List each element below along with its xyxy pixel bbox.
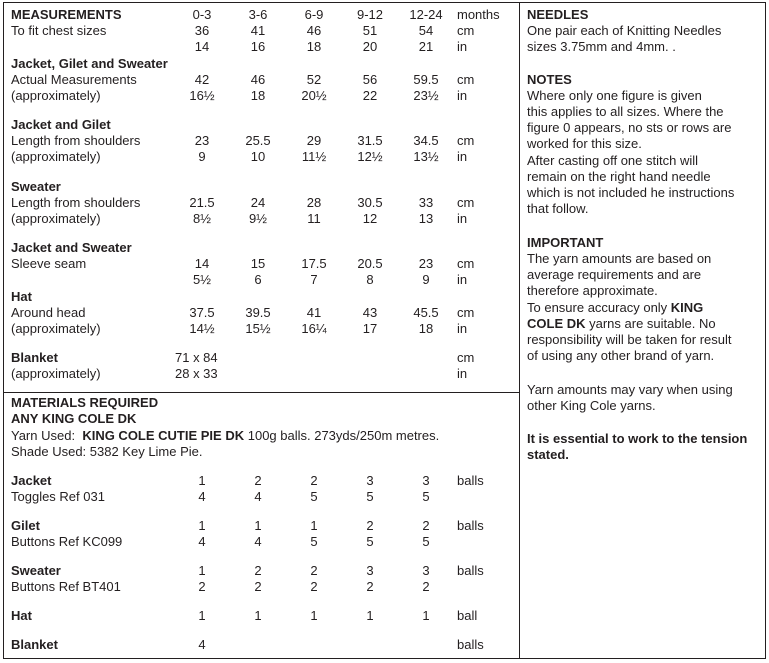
- group-heading: Blanket: [11, 350, 58, 365]
- unit-label: in: [457, 321, 468, 336]
- row-label: (approximately): [11, 321, 101, 336]
- balls-cell: 1: [366, 608, 374, 623]
- yarn-prefix: Yarn Used:: [11, 428, 76, 443]
- balls-cell: 1: [254, 608, 262, 623]
- value-cell: 39.5: [245, 305, 271, 320]
- notes-line: this applies to all sizes. Where the: [527, 104, 724, 119]
- unit-label: in: [457, 272, 468, 287]
- accessory-cell: 4: [254, 534, 262, 549]
- value-cell: 33: [418, 195, 434, 210]
- balls-cell: 1: [254, 518, 262, 533]
- value-cell: 71 x 84: [175, 350, 218, 365]
- accessory-cell: 2: [310, 579, 318, 594]
- item-label: Gilet: [11, 518, 40, 533]
- accessory-cell: 5: [310, 534, 318, 549]
- accessory-label: Buttons Ref KC099: [11, 534, 123, 549]
- item-label: Hat: [11, 608, 32, 623]
- accessory-label: Buttons Ref BT401: [11, 579, 121, 594]
- accessory-cell: 2: [422, 579, 430, 594]
- tension-line: stated.: [527, 447, 569, 462]
- unit-label: in: [457, 366, 468, 381]
- unit-label: in: [457, 39, 468, 54]
- needles-title: NEEDLES: [527, 7, 589, 22]
- value-cell: 25.5: [245, 133, 271, 148]
- group-heading: Hat: [11, 289, 32, 304]
- group-heading: Jacket and Sweater: [11, 240, 132, 255]
- value-cell: 14½: [189, 321, 215, 336]
- value-cell: 28: [306, 195, 322, 210]
- value-cell: 20½: [301, 88, 327, 103]
- unit-label: balls: [457, 637, 484, 652]
- balls-cell: 1: [198, 563, 206, 578]
- unit-label: cm: [457, 72, 475, 87]
- value-cell: 30.5: [357, 195, 383, 210]
- unit-label: cm: [457, 195, 475, 210]
- size-header: 6-9: [304, 7, 324, 22]
- notes-line: remain on the right hand needle: [527, 169, 711, 184]
- value-cell: 31.5: [357, 133, 383, 148]
- unit-label: balls: [457, 473, 484, 488]
- important-text: To ensure accuracy only: [527, 300, 671, 315]
- balls-cell: 2: [310, 473, 318, 488]
- unit-label: balls: [457, 563, 484, 578]
- value-cell: 37.5: [189, 305, 215, 320]
- size-header: 9-12: [356, 7, 384, 22]
- value-cell: 9: [198, 149, 206, 164]
- balls-cell: 3: [366, 563, 374, 578]
- value-cell: 46: [250, 72, 266, 87]
- item-label: Sweater: [11, 563, 61, 578]
- row-label: (approximately): [11, 211, 101, 226]
- balls-cell: 1: [310, 608, 318, 623]
- important-text: yarns are suitable. No: [585, 316, 716, 331]
- materials-subtitle: ANY KING COLE DK: [11, 411, 137, 426]
- value-cell: 10: [250, 149, 266, 164]
- notes-line: After casting off one stitch will: [527, 153, 699, 168]
- value-cell: 42: [194, 72, 210, 87]
- value-cell: 29: [306, 133, 322, 148]
- balls-cell: 2: [366, 518, 374, 533]
- row-label: Sleeve seam: [11, 256, 87, 271]
- unit-label: balls: [457, 518, 484, 533]
- balls-cell: 3: [422, 473, 430, 488]
- notes-line: figure 0 appears, no sts or rows are: [527, 120, 732, 135]
- value-cell: 23: [418, 256, 434, 271]
- value-cell: 21.5: [189, 195, 215, 210]
- needles-line: sizes 3.75mm and 4mm. .: [527, 39, 676, 54]
- important-line: of using any other brand of yarn.: [527, 348, 715, 363]
- value-cell: 18: [306, 39, 322, 54]
- value-cell: 12: [362, 211, 378, 226]
- value-cell: 22: [362, 88, 378, 103]
- accessory-cell: 4: [198, 489, 206, 504]
- balls-cell: 2: [254, 563, 262, 578]
- row-label: Around head: [11, 305, 86, 320]
- important-line: [527, 316, 716, 332]
- value-cell: 8: [366, 272, 374, 287]
- shade-used: Shade Used: 5382 Key Lime Pie.: [11, 444, 203, 459]
- value-cell: 9½: [248, 211, 268, 226]
- row-label: To fit chest sizes: [11, 23, 107, 38]
- value-cell: 54: [418, 23, 434, 38]
- accessory-cell: 5: [422, 489, 430, 504]
- value-cell: 52: [306, 72, 322, 87]
- size-header: 12-24: [409, 7, 443, 22]
- unit-label: months: [457, 7, 500, 22]
- value-cell: 28 x 33: [175, 366, 218, 381]
- important-line: average requirements and are: [527, 267, 702, 282]
- column-divider: [519, 2, 520, 659]
- unit-label: cm: [457, 23, 475, 38]
- balls-cell: 2: [422, 518, 430, 533]
- value-cell: 23: [194, 133, 210, 148]
- unit-label: in: [457, 211, 468, 226]
- accessory-label: Toggles Ref 031: [11, 489, 105, 504]
- accessory-cell: 5: [366, 489, 374, 504]
- row-label: (approximately): [11, 366, 101, 381]
- balls-cell: 1: [310, 518, 318, 533]
- accessory-cell: 2: [366, 579, 374, 594]
- tension-line: It is essential to work to the tension: [527, 431, 748, 446]
- value-cell: 11: [307, 211, 321, 226]
- accessory-cell: 2: [254, 579, 262, 594]
- balls-cell: 3: [422, 563, 430, 578]
- notes-title: NOTES: [527, 72, 572, 87]
- unit-label: cm: [457, 350, 475, 365]
- value-cell: 13½: [413, 149, 439, 164]
- value-cell: 45.5: [413, 305, 439, 320]
- unit-label: in: [457, 88, 468, 103]
- unit-label: ball: [457, 608, 478, 623]
- balls-cell: 1: [198, 518, 206, 533]
- value-cell: 20: [362, 39, 378, 54]
- value-cell: 23½: [413, 88, 439, 103]
- unit-label: cm: [457, 256, 475, 271]
- group-heading: Sweater: [11, 179, 61, 194]
- unit-label: cm: [457, 133, 475, 148]
- value-cell: 13: [418, 211, 434, 226]
- value-cell: 34.5: [413, 133, 439, 148]
- value-cell: 18: [250, 88, 266, 103]
- accessory-cell: 5: [310, 489, 318, 504]
- important-brand: KING: [670, 300, 704, 315]
- notes-line: which is not included he instructions: [527, 185, 735, 200]
- value-cell: 15½: [245, 321, 271, 336]
- accessory-cell: 4: [198, 534, 206, 549]
- vary-line: Yarn amounts may vary when using: [527, 382, 733, 397]
- value-cell: 41: [250, 23, 266, 38]
- yarn-name: KING COLE CUTIE PIE DK: [82, 428, 245, 443]
- item-label: Blanket: [11, 637, 58, 652]
- value-cell: 15: [250, 256, 266, 271]
- value-cell: 21: [418, 39, 434, 54]
- important-line: responsibility will be taken for result: [527, 332, 732, 347]
- value-cell: 6: [254, 272, 262, 287]
- measurements-title: MEASUREMENTS: [11, 7, 122, 22]
- balls-cell: 2: [310, 563, 318, 578]
- section-divider: [3, 392, 520, 393]
- accessory-cell: 5: [366, 534, 374, 549]
- accessory-cell: 2: [198, 579, 206, 594]
- important-line: therefore approximate.: [527, 283, 658, 298]
- value-cell: 14: [194, 256, 210, 271]
- value-cell: 16½: [189, 88, 215, 103]
- needles-line: One pair each of Knitting Needles: [527, 23, 722, 38]
- balls-cell: 2: [254, 473, 262, 488]
- value-cell: 11½: [301, 149, 327, 164]
- balls-cell: 4: [198, 637, 206, 652]
- value-cell: 18: [418, 321, 434, 336]
- row-label: (approximately): [11, 149, 101, 164]
- accessory-cell: 4: [254, 489, 262, 504]
- size-header: 3-6: [248, 7, 268, 22]
- value-cell: 46: [306, 23, 322, 38]
- value-cell: 7: [310, 272, 318, 287]
- row-label: Length from shoulders: [11, 133, 141, 148]
- important-line: The yarn amounts are based on: [527, 251, 712, 266]
- important-title: IMPORTANT: [527, 235, 604, 250]
- materials-title: MATERIALS REQUIRED: [11, 395, 159, 410]
- balls-cell: 1: [422, 608, 430, 623]
- value-cell: 8½: [192, 211, 212, 226]
- value-cell: 59.5: [413, 72, 439, 87]
- item-label: Jacket: [11, 473, 52, 488]
- accessory-cell: 5: [422, 534, 430, 549]
- yarn-used: [11, 428, 439, 444]
- value-cell: 14: [194, 39, 210, 54]
- row-label: Actual Measurements: [11, 72, 137, 87]
- important-line: [527, 300, 703, 316]
- balls-cell: 1: [198, 608, 206, 623]
- yarn-details: 100g balls. 273yds/250m metres.: [247, 428, 440, 443]
- value-cell: 17.5: [301, 256, 327, 271]
- group-heading: Jacket, Gilet and Sweater: [11, 56, 168, 71]
- value-cell: 51: [362, 23, 378, 38]
- notes-line: worked for this size.: [527, 136, 642, 151]
- value-cell: 24: [250, 195, 266, 210]
- value-cell: 56: [362, 72, 378, 87]
- row-label: Length from shoulders: [11, 195, 141, 210]
- group-heading: Jacket and Gilet: [11, 117, 111, 132]
- value-cell: 16: [250, 39, 266, 54]
- value-cell: 16¼: [301, 321, 327, 336]
- size-header: 0-3: [192, 7, 212, 22]
- balls-cell: 1: [198, 473, 206, 488]
- value-cell: 9: [422, 272, 430, 287]
- balls-cell: 3: [366, 473, 374, 488]
- value-cell: 20.5: [357, 256, 383, 271]
- value-cell: 17: [362, 321, 378, 336]
- value-cell: 43: [362, 305, 378, 320]
- notes-line: Where only one figure is given: [527, 88, 702, 103]
- value-cell: 12½: [357, 149, 383, 164]
- value-cell: 36: [194, 23, 210, 38]
- unit-label: cm: [457, 305, 475, 320]
- value-cell: 5½: [192, 272, 212, 287]
- unit-label: in: [457, 149, 468, 164]
- notes-line: that follow.: [527, 201, 589, 216]
- row-label: (approximately): [11, 88, 101, 103]
- vary-line: other King Cole yarns.: [527, 398, 656, 413]
- value-cell: 41: [306, 305, 322, 320]
- important-brand: COLE DK: [527, 316, 586, 331]
